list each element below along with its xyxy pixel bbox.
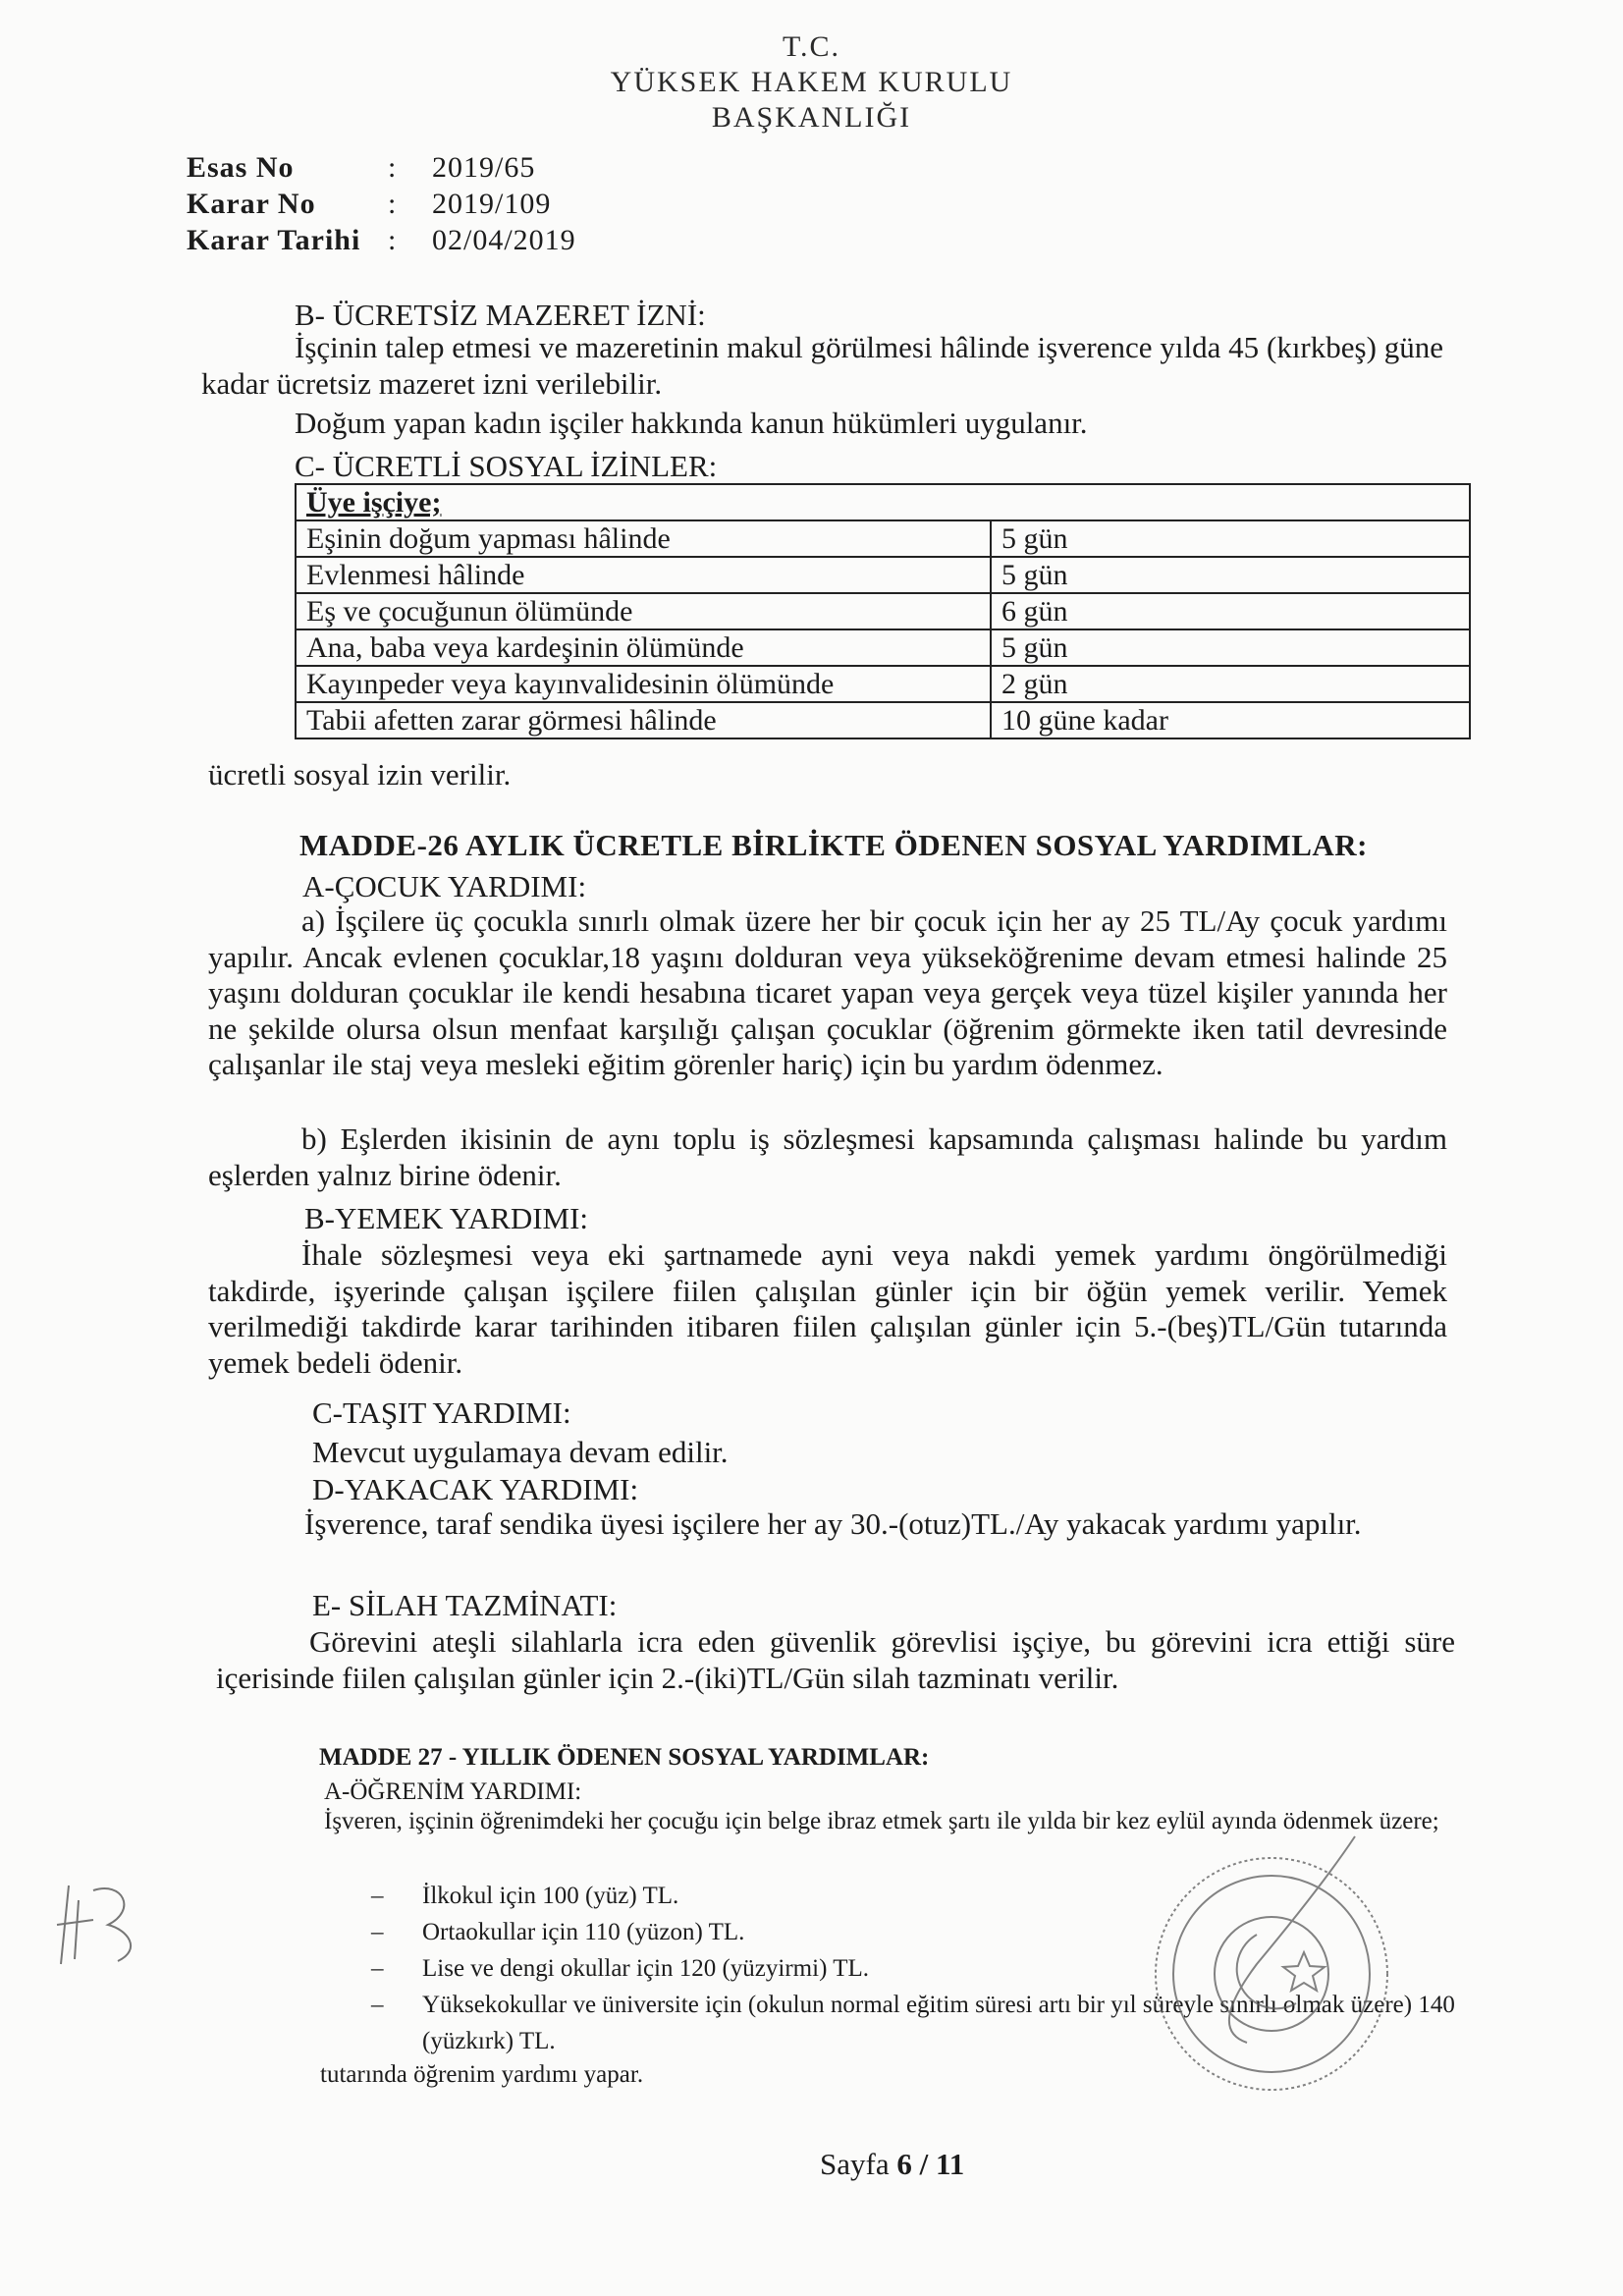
child-aid-heading: A-ÇOCUK YARDIMI:	[302, 869, 587, 903]
list-item: – Yüksekokullar ve üniversite için (okulun normal eğitim süresi artı bir yıl süreyle sınırlı olmak üzere) 140 (yüzkırk) TL.	[371, 1987, 1476, 2059]
meta-row-esas	[187, 149, 576, 186]
weapon-comp-para-text: Görevini ateşli silahlarla icra eden güvenlik görevlisi işçiye, bu görevini icra ettiği süre içerisinde fiilen çalışılan günler için 2.-(iki)TL/Gün silah tazminatı verilir.	[216, 1624, 1455, 1695]
list-item: – Ortaokullar için 110 (yüzon) TL.	[371, 1914, 1476, 1950]
table-header-cell: Üye işçiye;	[296, 484, 1470, 520]
official-stamp-icon	[1109, 1827, 1434, 2121]
meal-aid-para	[208, 1237, 1447, 1381]
child-aid-para-b	[208, 1121, 1447, 1193]
child-aid-para-a-text: a) İşçilere üç çocukla sınırlı olmak üzere her bir çocuk için her ay 25 TL/Ay çocuk yardımı yapılır. Ancak evlenen çocuklar,18 yaşını dolduran veya yükseköğrenime devam etmesi halinde 25 yaşını dolduran çocuklar ile kendi hesabına ticaret yapan veya gerçek veya tüzel kişiler yanında her ne şekilde olursa olsun menfaat karşılığı çalışan çocuklar (öğrenim görmekte iken tatil devresinde çalışanlar ile staj veya mesleki eğitim görenler hariç) için bu yardım ödenmez.	[208, 903, 1447, 1081]
leave-reason: Ana, baba veya kardeşinin ölümünde	[296, 629, 991, 666]
transport-aid-heading: C-TAŞIT YARDIMI:	[312, 1395, 571, 1430]
meal-aid-para-text: İhale sözleşmesi veya eki şartnamede ayni veya nakdi yemek yardımı öngörülmediği takdirde, işyerinde çalışan işçilere fiilen çalışılan günler için bir öğün yemek verilir. Yemek verilmediği takdirde karar tarihinden itibaren fiilen çalışılan günler için 5.-(beş)TL/Gün tutarında yemek bedeli ödenir.	[208, 1237, 1447, 1380]
madde-27-title: MADDE 27 - YILLIK ÖDENEN SOSYAL YARDIMLAR:	[319, 1744, 930, 1771]
page-number	[820, 2147, 964, 2182]
leave-days: 5 gün	[991, 557, 1470, 593]
meta-colon: :	[388, 188, 397, 220]
section-b-heading: B- ÜCRETSİZ MAZERET İZNİ:	[295, 298, 706, 332]
weapon-comp-heading: E- SİLAH TAZMİNATI:	[312, 1588, 618, 1622]
leave-days: 10 güne kadar	[991, 702, 1470, 738]
fuel-aid-heading: D-YAKACAK YARDIMI:	[312, 1472, 639, 1506]
education-aid-intro-text: İşveren, işçinin öğrenimdeki her çocuğu için belge ibraz etmek şartı ile yılda bir kez eylül ayında ödenmek üzere;	[324, 1808, 1439, 1834]
header-line-2: YÜKSEK HAKEM KURULU	[610, 66, 1013, 98]
meta-value: 2019/109	[432, 188, 552, 220]
leave-reason: Tabii afetten zarar görmesi hâlinde	[296, 702, 991, 738]
meta-colon: :	[388, 151, 397, 184]
list-item: – İlkokul için 100 (yüz) TL.	[371, 1878, 1476, 1914]
section-c-after: ücretli sosyal izin verilir.	[208, 757, 512, 792]
table-row	[296, 666, 1470, 702]
child-aid-para-b-text: b) Eşlerden ikisinin de aynı toplu iş sözleşmesi kapsamında çalışması halinde bu yardım eşlerden yalnız birine ödenir.	[208, 1121, 1447, 1192]
leave-days: 6 gün	[991, 593, 1470, 629]
header-line-3: BAŞKANLIĞI	[711, 101, 912, 134]
section-b-para-2: Doğum yapan kadın işçiler hakkında kanun hükümleri uygulanır.	[295, 406, 1088, 440]
leave-reason: Eş ve çocuğunun ölümünde	[296, 593, 991, 629]
section-b-para-1-text: İşçinin talep etmesi ve mazeretinin makul görülmesi hâlinde işverence yılda 45 (kırkbeş) güne kadar ücretsiz mazeret izni verilebilir.	[201, 330, 1443, 401]
leave-reason: Evlenmesi hâlinde	[296, 557, 991, 593]
leave-days: 2 gün	[991, 666, 1470, 702]
meta-row-tarih	[187, 222, 576, 258]
table-row	[296, 593, 1470, 629]
meal-aid-heading: B-YEMEK YARDIMI:	[304, 1201, 589, 1235]
fuel-aid-para	[211, 1506, 1450, 1543]
section-c-heading: C- ÜCRETLİ SOSYAL İZİNLER:	[295, 449, 718, 483]
fuel-aid-para-text: İşverence, taraf sendika üyesi işçilere her ay 30.-(otuz)TL./Ay yakacak yardımı yapılır.	[304, 1506, 1362, 1541]
table-row	[296, 520, 1470, 557]
list-item: – Lise ve dengi okullar için 120 (yüzyirmi) TL.	[371, 1950, 1476, 1987]
handwritten-initials-icon	[49, 1871, 157, 1979]
institution-header	[0, 29, 1623, 136]
meta-value: 2019/65	[432, 151, 536, 184]
table-row	[296, 702, 1470, 738]
meta-value: 02/04/2019	[432, 224, 576, 256]
leave-days: 5 gün	[991, 520, 1470, 557]
section-b-para-1	[201, 330, 1443, 402]
leave-reason: Eşinin doğum yapması hâlinde	[296, 520, 991, 557]
meta-key: Karar Tarihi	[187, 224, 361, 256]
meta-colon: :	[388, 224, 397, 256]
case-meta	[187, 149, 576, 258]
page-count: 6 / 11	[896, 2147, 965, 2181]
page-prefix: Sayfa	[820, 2147, 890, 2181]
leave-days: 5 gün	[991, 629, 1470, 666]
header-line-1: T.C.	[782, 30, 841, 63]
meta-key: Esas No	[187, 151, 295, 184]
table-row	[296, 629, 1470, 666]
table-row	[296, 484, 1470, 520]
leave-table	[295, 483, 1471, 739]
transport-aid-para: Mevcut uygulamaya devam edilir.	[312, 1435, 729, 1469]
meta-row-karar	[187, 186, 576, 222]
education-aid-heading: A-ÖĞRENİM YARDIMI:	[324, 1778, 582, 1805]
weapon-comp-para	[216, 1624, 1455, 1696]
meta-key: Karar No	[187, 188, 316, 220]
madde-26-title: MADDE-26 AYLIK ÜCRETLE BİRLİKTE ÖDENEN SOSYAL YARDIMLAR:	[299, 828, 1368, 862]
leave-reason: Kayınpeder veya kayınvalidesinin ölümünde	[296, 666, 991, 702]
table-row	[296, 557, 1470, 593]
education-aid-after: tutarında öğrenim yardımı yapar.	[320, 2061, 644, 2088]
child-aid-para-a	[208, 903, 1447, 1083]
